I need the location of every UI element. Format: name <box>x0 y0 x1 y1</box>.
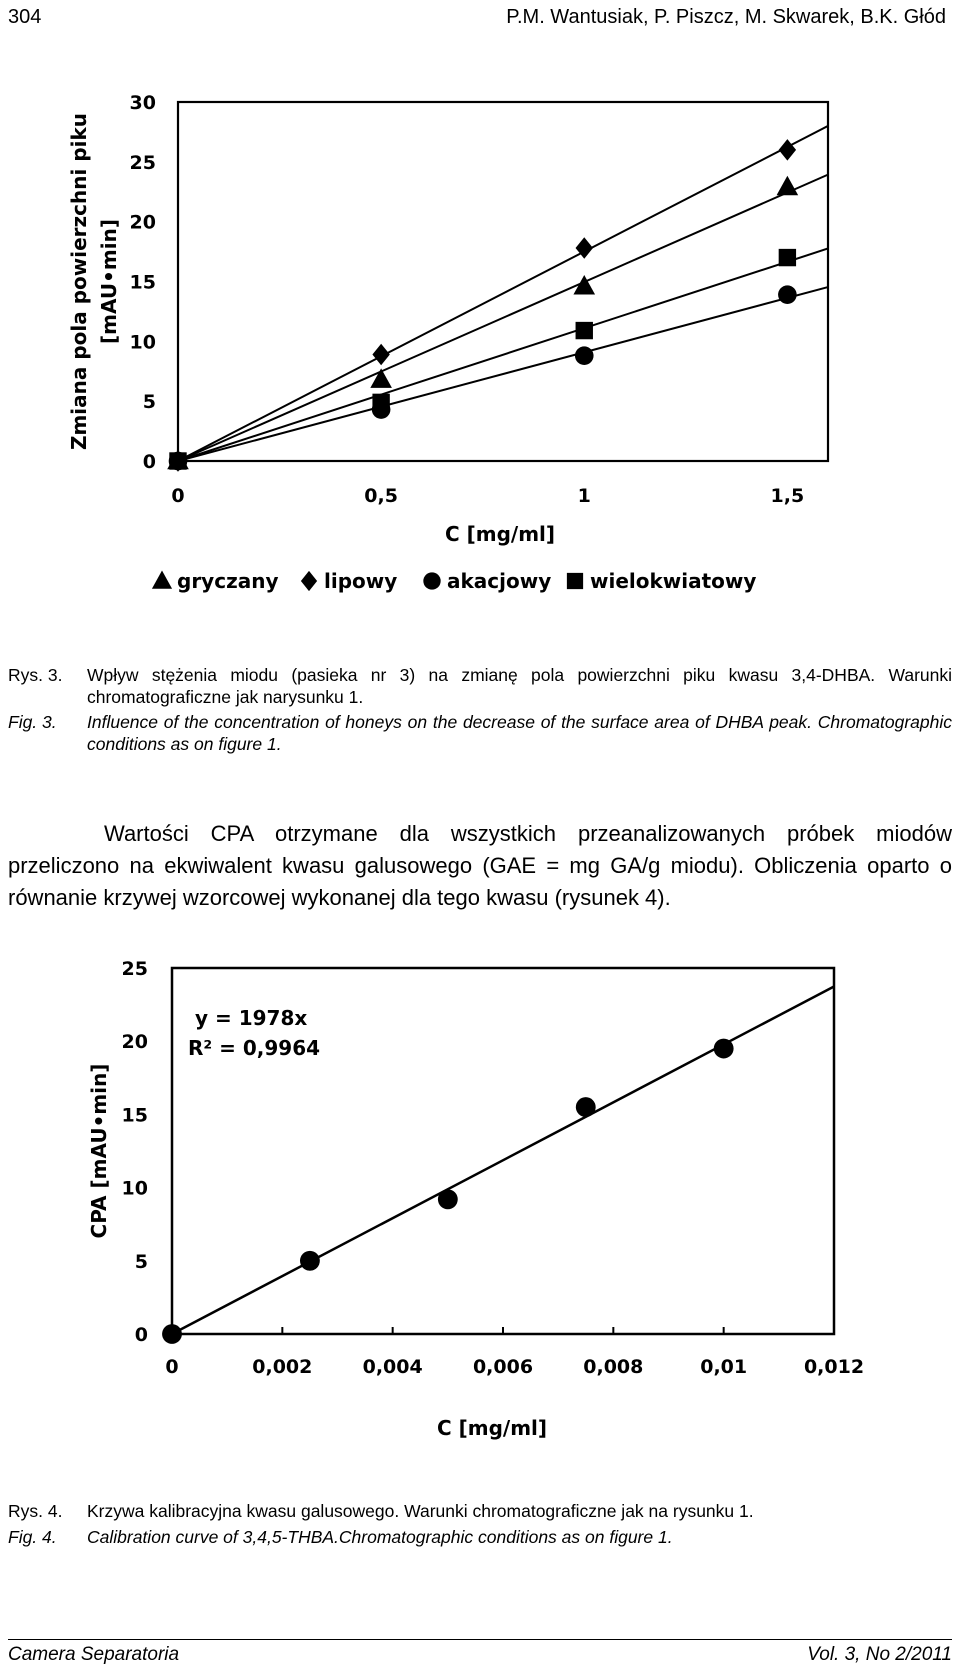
legend-label: wielokwiatowy <box>590 569 757 593</box>
legend-marker-triangle <box>152 571 172 589</box>
data-point <box>438 1189 458 1209</box>
y-tick-label: 5 <box>142 391 156 414</box>
series-lipowy <box>169 126 828 472</box>
y-tick-label: 15 <box>121 1104 148 1127</box>
caption-text: Calibration curve of 3,4,5-THBA.Chromatographic conditions as on figure 1. <box>87 1527 673 1547</box>
legend-item <box>152 569 279 593</box>
trend-line-akacjowy <box>178 287 828 461</box>
y-tick-label: 20 <box>121 1031 148 1054</box>
data-point-wielokwiatowy <box>779 249 796 266</box>
data-point-gryczany <box>370 368 392 388</box>
legend-item <box>301 569 397 593</box>
y-tick-label: 25 <box>121 958 148 980</box>
legend-marker-circle <box>423 572 440 589</box>
data-point-akacjowy <box>778 285 797 304</box>
y-axis-label: Zmiana pola powierzchni piku <box>67 112 91 451</box>
figure-4-caption-en <box>8 1526 952 1548</box>
y-tick-label: 30 <box>129 92 156 114</box>
x-tick-label: 1,5 <box>770 485 805 507</box>
x-axis-label: C [mg/ml] <box>436 1416 548 1440</box>
legend-label: lipowy <box>324 569 398 593</box>
legend-item <box>423 569 551 593</box>
data-point <box>576 1097 596 1117</box>
legend-item <box>567 569 757 593</box>
figure-3-chart <box>0 80 960 640</box>
x-axis-label: C [mg/ml] <box>444 522 556 546</box>
data-point-gryczany <box>777 176 799 196</box>
x-tick-label: 1 <box>577 485 591 507</box>
running-header-authors: P.M. Wantusiak, P. Piszcz, M. Skwarek, B.K. Głód <box>506 6 946 28</box>
legend-marker-square <box>567 573 583 589</box>
page-number: 304 <box>8 6 42 28</box>
x-tick-label: 0,008 <box>583 1356 644 1378</box>
data-point-lipowy <box>779 139 796 161</box>
caption-text: Influence of the concentration of honeys on the decrease of the surface area of DHBA peak. Chromatographic conditions as on figure 1. <box>87 712 952 754</box>
data-point <box>300 1251 320 1271</box>
figure-4-caption-pl <box>8 1500 952 1522</box>
footer-volume: Vol. 3, No 2/2011 <box>807 1644 952 1665</box>
x-tick-label: 0,5 <box>364 485 398 507</box>
plot-frame <box>178 102 828 461</box>
figure-4-chart <box>0 945 960 1480</box>
y-axis-label: CPA [mAU•min] <box>87 1063 111 1239</box>
x-tick-label: 0 <box>171 485 185 507</box>
caption-label: Rys. 3. <box>8 665 63 685</box>
legend-marker-diamond <box>301 571 317 591</box>
y-tick-label: 0 <box>142 451 156 473</box>
body-paragraph-text: Wartości CPA otrzymane dla wszystkich przeanalizowanych próbek miodów przeliczono na ekwiwalent kwasu galusowego (GAE = mg GA/g miodu). Obliczenia oparto o równanie krzywej wzorcowej wykonanej dla tego kwasu (rysunek 4). <box>8 821 952 910</box>
series-gryczany <box>167 175 828 470</box>
y-axis-unit-label: [mAU•min] <box>97 219 121 344</box>
regression-equation: y = 1978x <box>195 1006 308 1030</box>
y-tick-label: 5 <box>134 1250 148 1273</box>
y-tick-label: 25 <box>129 151 156 174</box>
data-point <box>162 1324 182 1344</box>
r-squared-label: R² = 0,9964 <box>188 1036 321 1060</box>
y-tick-label: 20 <box>129 211 156 234</box>
caption-label: Fig. 4. <box>8 1527 57 1547</box>
trend-line-wielokwiatowy <box>178 248 828 461</box>
legend-label: gryczany <box>177 569 279 593</box>
figure-3-caption-en <box>8 711 952 755</box>
data-point-akacjowy <box>575 346 594 365</box>
caption-text: Krzywa kalibracyjna kwasu galusowego. Warunki chromatograficzne jak na rysunku 1. <box>87 1501 754 1521</box>
trend-line-gryczany <box>178 175 828 461</box>
x-tick-label: 0 <box>165 1356 179 1378</box>
body-paragraph <box>8 818 952 914</box>
legend <box>152 569 757 593</box>
series-akacjowy <box>169 285 828 470</box>
x-tick-label: 0,006 <box>472 1356 534 1378</box>
data-point-wielokwiatowy <box>169 452 186 469</box>
caption-label: Rys. 4. <box>8 1501 63 1521</box>
data-point-wielokwiatowy <box>372 394 389 411</box>
figure-3-caption-pl <box>8 664 952 708</box>
footer-journal: Camera Separatoria <box>8 1644 180 1665</box>
legend-label: akacjowy <box>447 569 552 593</box>
y-tick-label: 10 <box>121 1177 148 1200</box>
caption-text: Wpływ stężenia miodu (pasieka nr 3) na zmianę pola powierzchni piku kwasu 3,4-DHBA. Warunki chromatograficzne jak narysunku 1. <box>87 665 952 707</box>
x-tick-label: 0,004 <box>362 1356 423 1378</box>
footer-rule <box>8 1639 952 1640</box>
y-tick-label: 0 <box>134 1324 148 1346</box>
data-point <box>714 1039 734 1059</box>
x-tick-label: 0,002 <box>252 1356 313 1378</box>
x-tick-label: 0,01 <box>700 1356 748 1378</box>
trend-line-lipowy <box>178 126 828 461</box>
data-point-wielokwiatowy <box>576 322 593 339</box>
y-tick-label: 15 <box>129 271 156 294</box>
data-point-lipowy <box>372 344 389 366</box>
x-tick-label: 0,012 <box>803 1356 865 1378</box>
caption-label: Fig. 3. <box>8 712 57 732</box>
y-tick-label: 10 <box>129 331 156 354</box>
